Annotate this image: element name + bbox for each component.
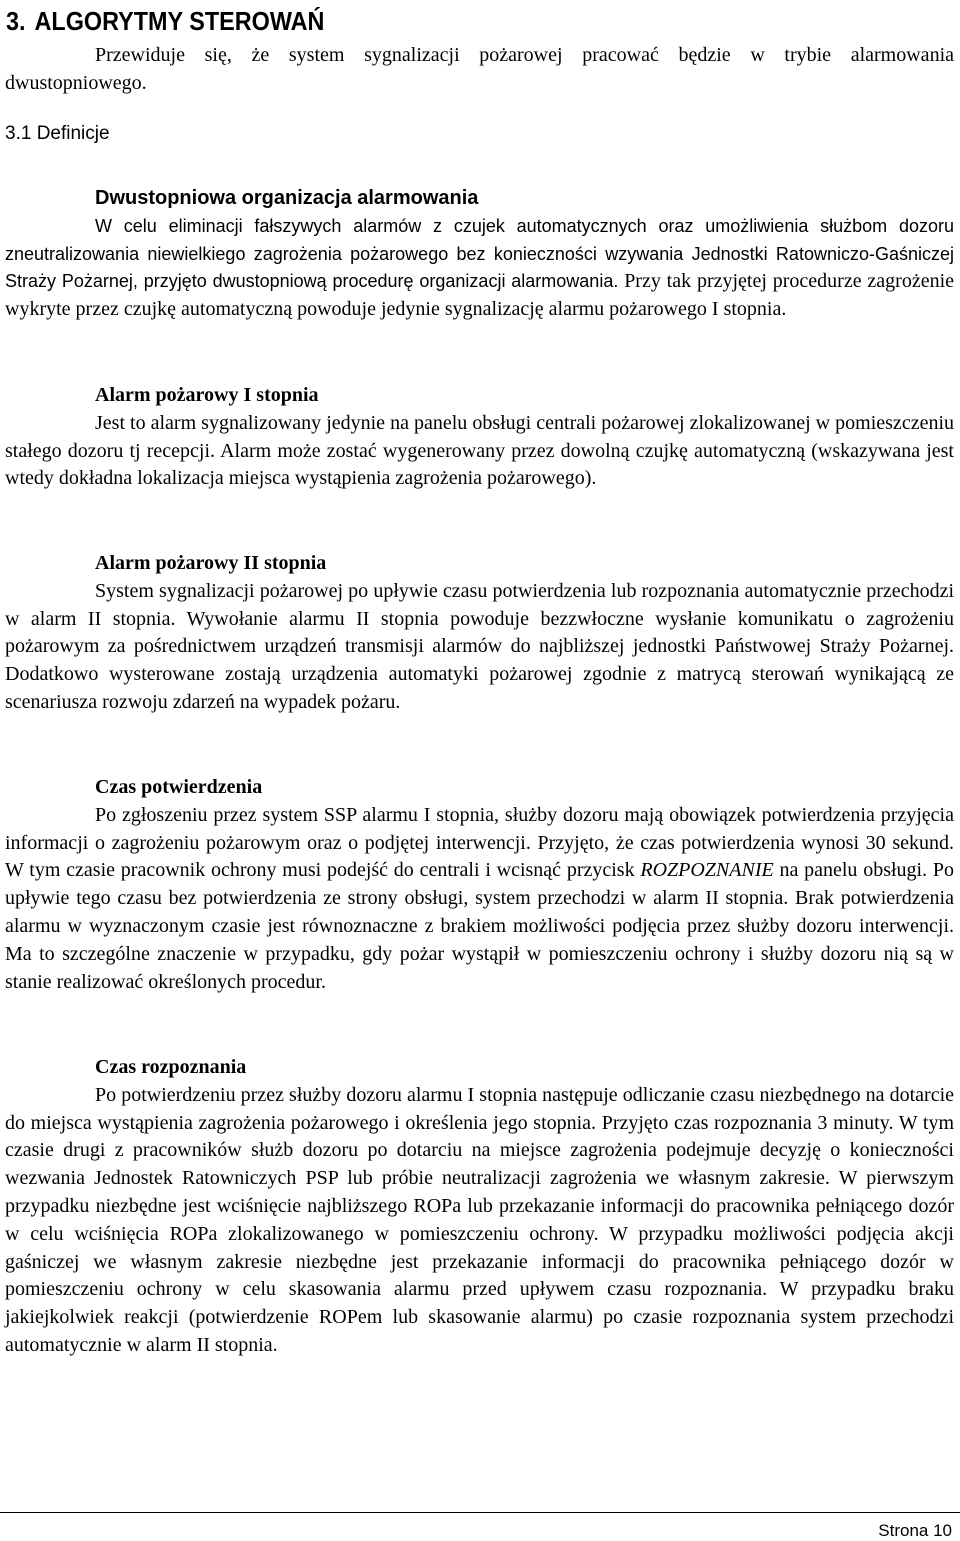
- definition-term: Dwustopniowa organizacja alarmowania: [95, 187, 479, 209]
- definition-text-part: Po zgłoszeniu przez system SSP alarmu I stopnia, służby dozoru mają obowiązek potwierdzenia przyjęcia informacji o zagrożeniu pożarowym oraz o podjętej interwencji. Przyjęto, że czas potwierdzenia wynosi 30 sekund. W tym czasie pracownik ochrony musi podejść do centrali i wcisnąć przycisk: [5, 803, 954, 882]
- footer-divider: [0, 1512, 960, 1513]
- section-heading: [6, 4, 324, 38]
- definition-term: Czas rozpoznania: [95, 1056, 247, 1078]
- subsection-title: Definicje: [36, 123, 110, 144]
- definition-text: Po potwierdzeniu przez służby dozoru alarmu I stopnia następuje odliczanie czasu niezbędnego na dotarcie do miejsca wystąpienia zagrożenia pożarowego i określenia jego stopnia. Przyjęto czas rozpoznania 3 minuty. W tym czasie drugi z pracowników służb dozoru po dotarciu na miejsce zagrożenia podejmuje decyzję o konieczności wezwania Jednostek Ratowniczych PSP lub próbie neutralizacji zagrożenia we własnym zakresie. W pierwszym przypadku niezbędne jest wciśnięcie najbliższego ROPa lub przekazanie informacji do pracownika pełniącego dozór w celu wciśnięcia ROPa zlokalizowanego w pomieszczeniu ochrony. W przypadku możliwości podjęcia akcji gaśniczej we własnym zakresie niezbędne jest przekazanie informacji do pracownika pełniącego dozór w pomieszczeniu ochrony w celu skasowania alarmu przed upływem czasu rozpoznania. W przypadku braku jakiejkolwiek reakcji (potwierdzenie ROPem lub skasowanie alarmu) po czasie rozpoznania system przechodzi automatycznie w alarm II stopnia.: [5, 1083, 954, 1356]
- page-number: Strona 10: [878, 1521, 952, 1540]
- definition-text: [5, 213, 954, 324]
- definition-czas-potwierdzenia: [5, 774, 954, 996]
- section-title: ALGORYTMY STEROWAŃ: [34, 6, 325, 36]
- subsection-title-line: [5, 120, 954, 148]
- subsection-number: 3.1: [5, 123, 32, 144]
- definition-alarm-2: [5, 550, 954, 717]
- definition-text: [5, 802, 954, 997]
- definition-text-part: Przy tak przyjętej procedurze zagrożenie wykryte przez czujkę automatyczną powoduje jedynie sygnalizację alarmu pożarowego I stopnia.: [5, 270, 955, 321]
- definition-term: Alarm pożarowy II stopnia: [95, 552, 327, 574]
- intro-paragraph: Przewiduje się, że system sygnalizacji pożarowej pracować będzie w trybie alarmowania dwustopniowego.: [5, 44, 954, 94]
- definition-dwustopniowa: [5, 185, 954, 324]
- intro-block: [5, 42, 954, 98]
- section-number: 3.: [6, 6, 26, 36]
- definition-text-part: na panelu obsługi. Po upływie tego czasu bez potwierdzenia ze strony obsługi, system przechodzi w alarm II stopnia. Brak potwierdzenia alarmu w wyznaczonym czasie jest równoznaczne z brakiem możliwości podjęcia przez służby dozoru interwencji. Ma to szczególne znaczenie w przypadku, gdy pożar wystąpił w pomieszczeniu ochrony i służby dozoru nią są w stanie realizować określonych procedur.: [5, 859, 954, 993]
- page-footer: [0, 1512, 960, 1541]
- definition-text: Jest to alarm sygnalizowany jedynie na panelu obsługi centrali pożarowej zlokalizowanej w pomieszczeniu stałego dozoru tj recepcji. Alarm może zostać wygenerowany przez dowolną czujkę automatyczną (wskazywana jest wtedy dokładna lokalizacja miejsca wystąpienia zagrożenia pożarowego).: [5, 411, 954, 490]
- definition-term: Czas potwierdzenia: [95, 776, 263, 798]
- definition-alarm-1: [5, 382, 954, 493]
- definition-text-part: W celu eliminacji fałszywych alarmów z czujek automatycznych oraz umożliwienia służbom dozoru zneutralizowania niewielkiego zagrożenia pożarowego bez konieczności wzywania Jednostki Ratowniczo-Gaśniczej Straży Pożarnej, przyjęto dwustopniową procedurę organizacji alarmowania.: [5, 215, 954, 292]
- definition-text: System sygnalizacji pożarowej po upływie czasu potwierdzenia lub rozpoznania automatycznie przechodzi w alarm II stopnia. Wywołanie alarmu II stopnia powoduje bezzwłoczne wysłanie komunikatu o zagrożeniu pożarowym za pośrednictwem urządzeń transmisji alarmów do najbliższej jednostki Państwowej Straży Pożarnej. Dodatkowo wysterowane zostają urządzenia automatyki pożarowej zgodnie z matrycą sterowań wynikającą ze scenariusza rozwoju zdarzeń na wypadek pożaru.: [5, 579, 954, 713]
- definition-czas-rozpoznania: [5, 1054, 954, 1360]
- subsection-heading: [5, 120, 954, 148]
- button-name-text: ROZPOZNANIE: [640, 859, 774, 882]
- definition-term: Alarm pożarowy I stopnia: [95, 384, 319, 406]
